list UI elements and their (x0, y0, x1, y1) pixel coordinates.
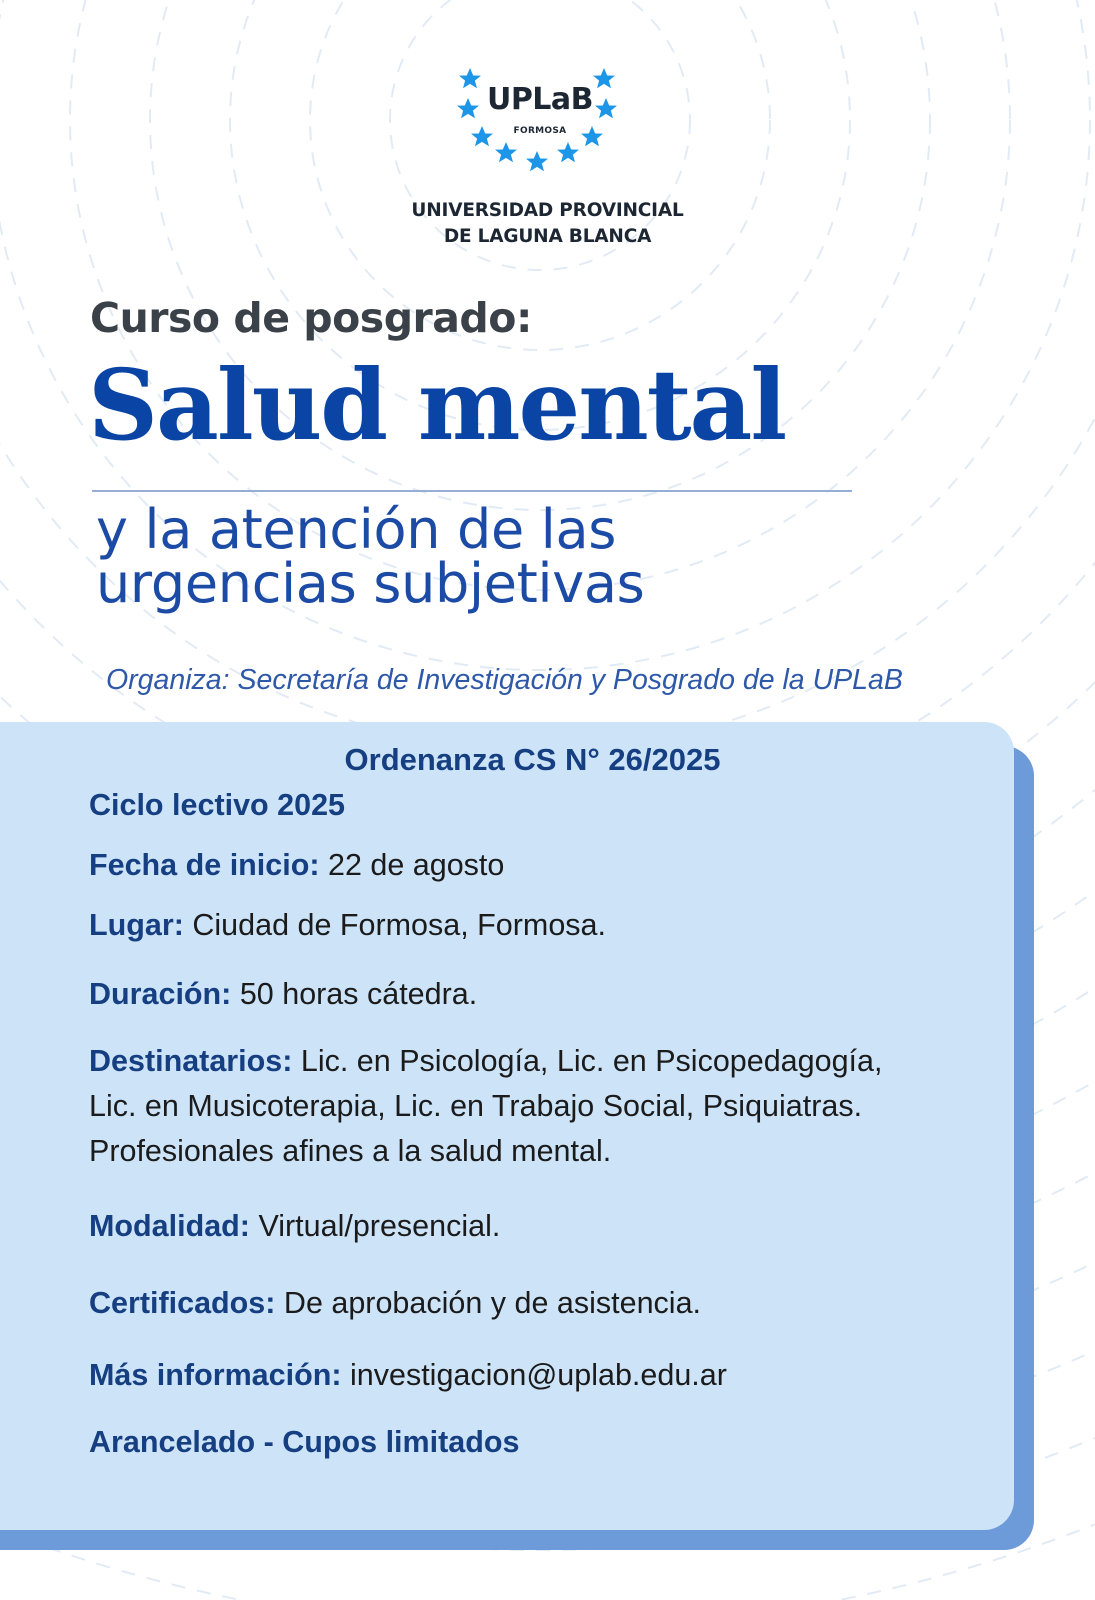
certificados-value: De aprobación y de asistencia. (283, 1286, 702, 1320)
fecha-label: Fecha de inicio: (89, 848, 320, 882)
mas-info-row (89, 1353, 727, 1398)
certificados-label: Certificados: (89, 1286, 276, 1320)
destinatarios-label: Destinatarios: (89, 1044, 293, 1078)
lugar-label: Lugar: (89, 908, 184, 942)
destinatarios-row (89, 1039, 882, 1174)
duracion-row (89, 972, 477, 1017)
university-name (330, 198, 765, 250)
fecha-value: 22 de agosto (327, 848, 505, 882)
destinatarios-value-line3: Profesionales afines a la salud mental. (89, 1134, 612, 1168)
mas-info-email[interactable]: investigacion@uplab.edu.ar (350, 1358, 727, 1392)
logo-subtext: FORMOSA (513, 126, 567, 136)
ordinance-heading (0, 742, 1095, 778)
subtitle-line2: urgencias subjetivas (96, 552, 645, 615)
destinatarios-value-line1: Lic. en Psicología, Lic. en Psicopedagogía, (300, 1044, 883, 1078)
duracion-value: 50 horas cátedra. (239, 977, 478, 1011)
lugar-value: Ciudad de Formosa, Formosa. (192, 908, 606, 942)
fecha-row (89, 843, 504, 888)
university-logo (440, 60, 640, 180)
subtitle-line1: y la atención de las (96, 498, 617, 561)
course-kicker: Curso de posgrado: (90, 294, 532, 342)
certificados-row (89, 1281, 701, 1326)
course-subtitle (96, 498, 645, 615)
arancelado-row (89, 1420, 519, 1465)
duracion-label: Duración: (89, 977, 232, 1011)
logo-wordmark: UPLaB (486, 82, 594, 117)
lugar-row (89, 903, 606, 948)
ciclo-label: Ciclo lectivo 2025 (89, 788, 345, 822)
destinatarios-value-line2: Lic. en Musicoterapia, Lic. en Trabajo Social, Psiquiatras. (89, 1089, 863, 1123)
modalidad-label: Modalidad: (89, 1209, 250, 1243)
modalidad-value: Virtual/presencial. (258, 1209, 501, 1243)
university-name-line2: DE LAGUNA BLANCA (443, 226, 652, 247)
university-name-line1: UNIVERSIDAD PROVINCIAL (411, 200, 684, 221)
ciclo-row (89, 783, 345, 828)
mas-info-label: Más información: (89, 1358, 342, 1392)
arancelado-text: Arancelado - Cupos limitados (89, 1425, 520, 1459)
title-divider (92, 490, 852, 492)
modalidad-row (89, 1204, 500, 1249)
star-wreath-icon (440, 60, 640, 180)
course-title: Salud mental (88, 348, 786, 462)
organizer-text: Organiza: Secretaría de Investigación y Posgrado de la UPLaB (106, 664, 903, 696)
ordinance-text: Ordenanza CS N° 26/2025 (344, 742, 721, 777)
